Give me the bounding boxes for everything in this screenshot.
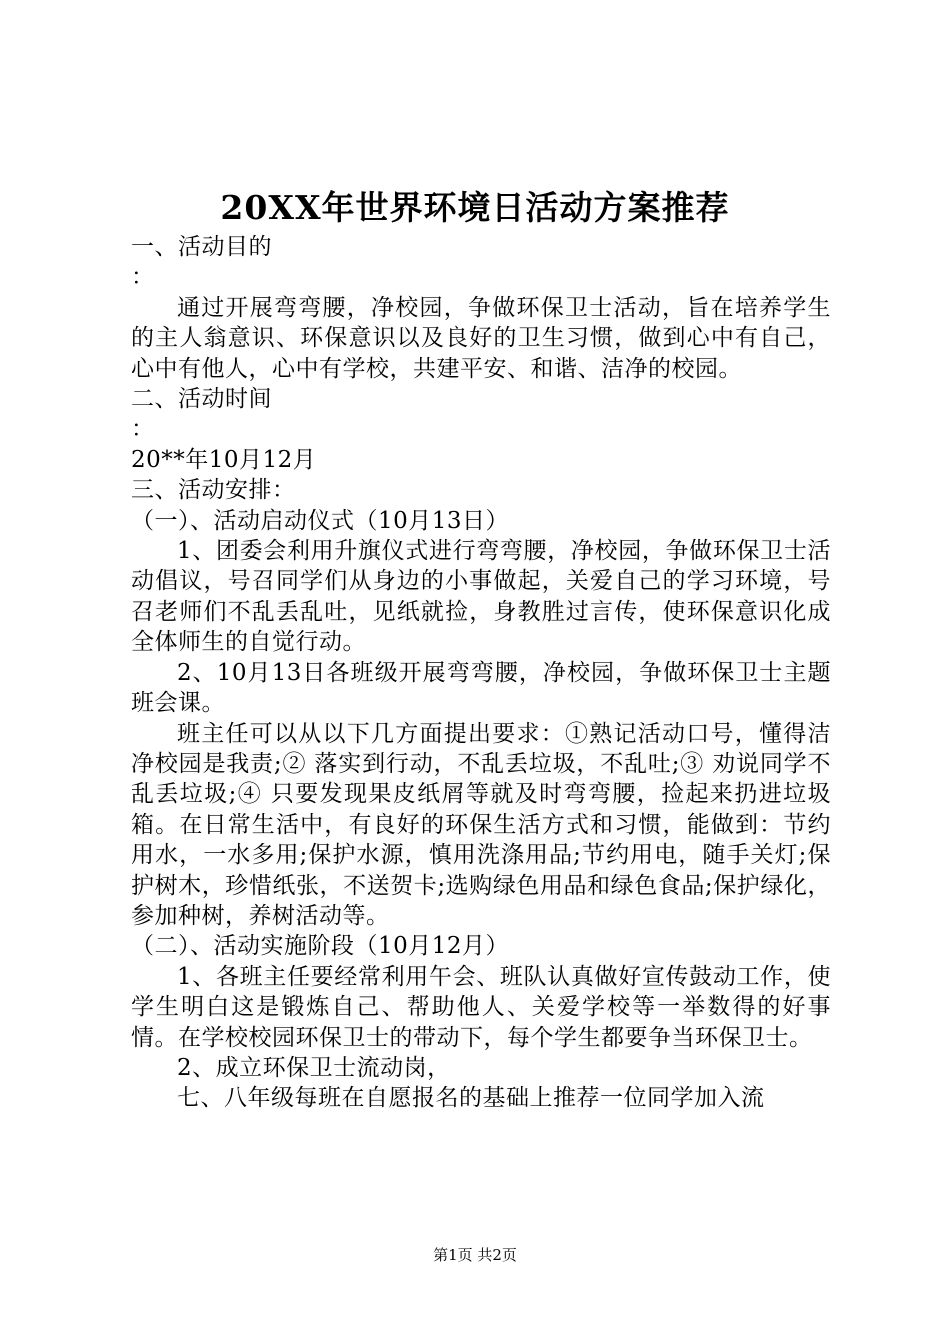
subsection-heading: （二）、活动实施阶段（10月12月） [131, 933, 510, 960]
page-footer: 第1页 共2页 [433, 1246, 517, 1264]
section-heading-arrangement: 三、活动安排： [131, 477, 296, 504]
body-paragraph: 1、各班主任要经常利用午会、班队认真做好宣传鼓动工作，使学生明白这是锻炼自己、帮助他人、关爱学校等一举数得的好事情。在学校校园环保卫士的带动下，每个学生都要争当环保卫士。 [131, 963, 831, 1051]
body-paragraph: 2、成立环保卫士流动岗， [177, 1054, 451, 1081]
document-body [131, 232, 831, 1114]
section-heading-time: 二、活动时间 [131, 386, 272, 413]
subsection-heading: （一）、活动启动仪式（10月13日） [131, 507, 510, 534]
body-paragraph: 通过开展弯弯腰，净校园，争做环保卫士活动，旨在培养学生的主人翁意识、环保意识以及良好的卫生习惯，做到心中有自己，心中有他人，心中有学校，共建平安、和谐、洁净的校园。 [131, 294, 831, 382]
body-paragraph: 2、10月13日各班级开展弯弯腰，净校园，争做环保卫士主题班会课。 [131, 659, 831, 717]
section-heading-purpose: 一、活动目的 [131, 234, 272, 260]
colon-line: ： [131, 264, 155, 291]
event-date: 20**年10月12月 [131, 446, 317, 473]
body-paragraph: 1、团委会利用升旗仪式进行弯弯腰，净校园，争做环保卫士活动倡议，号召同学们从身边的小事做起，关爱自己的学习环境，号召老师们不乱丢乱吐，见纸就捡，身教胜过言传，使环保意识化成全体师生的自觉行动。 [131, 538, 831, 656]
document-title: 20XX年世界环境日活动方案推荐 [220, 188, 730, 227]
body-paragraph: 班主任可以从以下几方面提出要求：①熟记活动口号，懂得洁净校园是我责;② 落实到行动，不乱丢垃圾，不乱吐;③ 劝说同学不乱丢垃圾;④ 只要发现果皮纸屑等就及时弯弯腰，捡起来扔进垃圾箱。在日常生活中，有良好的环保生活方式和习惯，能做到：节约用水，一水多用;保护水源，慎用洗涤用品;节约用电，随手关灯;保护树木，珍惜纸张，不送贺卡;选购绿色用品和绿色食品;保护绿化，参加种树，养树活动等。 [131, 720, 831, 929]
body-paragraph: 七、八年级每班在自愿报名的基础上推荐一位同学加入流 [177, 1085, 765, 1112]
colon-line: ： [131, 416, 155, 443]
